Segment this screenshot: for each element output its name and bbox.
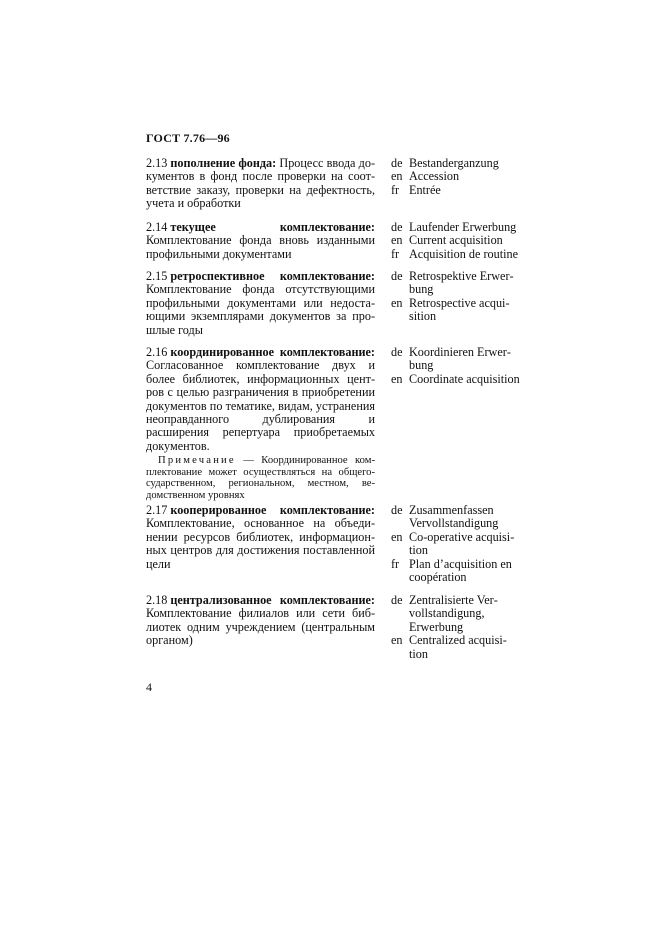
term-text: Комплектование, основанное на объединении ресурсов библиотек, информационных центров для достижения поставленной цели [146, 516, 375, 571]
equivalent-term: Current acquisition [409, 233, 503, 248]
term-name: кооперированное комплектование: [170, 503, 375, 517]
language-code: en [391, 633, 403, 648]
foreign-equivalents [391, 504, 521, 584]
term-text: Согласованное комплектование двух и более библиотек, информационных центров с целью разграничения в приобретении документов по тематике, видам, устранения неоправданного дублирования и расширения репертуара приобретаемых документов. [146, 358, 375, 453]
term-definition [146, 270, 375, 337]
equivalent-term: Retrospective acquisition [409, 295, 510, 324]
note-text: — Координированное комплектование может осуществляться на общегосударственном, региональном, местном, ведомственном уровнях [146, 455, 375, 502]
equivalent-row [391, 594, 521, 634]
term-number: 2.15 [146, 269, 168, 283]
term-definition [146, 594, 375, 648]
language-code: de [391, 593, 403, 607]
equivalent-row [391, 373, 521, 386]
term-text: Комплектование фонда отсутствующими профильными документами или недостающими экземплярами документов за прошлые годы [146, 282, 375, 337]
equivalent-term: Centralized acquisition [409, 633, 507, 661]
term-name: текущее комплектование: [170, 220, 375, 234]
equivalent-row [391, 170, 521, 183]
term-name: ретроспективное комплектование: [170, 269, 375, 283]
language-code: de [391, 503, 403, 517]
page-number: 4 [146, 680, 152, 694]
term-definition [146, 221, 375, 261]
foreign-equivalents [391, 157, 521, 197]
term-number: 2.17 [146, 503, 168, 517]
equivalent-row [391, 234, 521, 247]
language-code: de [391, 345, 403, 359]
document-header: ГОСТ 7.76—96 [146, 131, 230, 145]
term-text: Процесс ввода документов в фонд после проверки на соответствие заказу, проверки на дефектность, учета и обработки [146, 156, 375, 211]
language-code: en [391, 169, 403, 184]
language-code: de [391, 220, 403, 234]
language-code: en [391, 371, 403, 386]
term-definition [146, 504, 375, 571]
equivalent-term: Zusammenfassen Vervollstandigung [409, 503, 499, 531]
term-name: пополнение фонда: [170, 156, 277, 170]
language-code: fr [391, 182, 400, 197]
equivalent-row [391, 504, 521, 531]
equivalent-term: Entrée [409, 182, 441, 197]
equivalent-term: Zentralisierte Vervollstandigung, Erwerbung [409, 593, 498, 634]
term-note [146, 455, 375, 501]
language-code: fr [391, 246, 400, 261]
equivalent-term: Accession [409, 169, 460, 184]
language-code: en [391, 529, 403, 544]
language-code: en [391, 233, 403, 248]
equivalent-row [391, 184, 521, 197]
equivalent-term: Koordinieren Erwerbung [409, 345, 511, 373]
term-number: 2.13 [146, 156, 168, 170]
equivalent-term: Co-operative acquisition [409, 529, 515, 558]
term-name: координированное комплектование: [170, 345, 375, 359]
equivalent-row [391, 248, 521, 261]
equivalent-term: Laufender Erwerbung [409, 220, 517, 234]
equivalent-row [391, 558, 521, 585]
equivalent-row [391, 270, 521, 297]
equivalent-term: Plan d’acquisition en coopération [409, 556, 512, 585]
term-number: 2.16 [146, 345, 168, 359]
equivalent-row [391, 634, 521, 661]
language-code: en [391, 295, 403, 310]
foreign-equivalents [391, 594, 521, 661]
foreign-equivalents [391, 221, 521, 261]
equivalent-term: Bestanderganzung [409, 156, 499, 170]
term-definition [146, 346, 375, 502]
term-number: 2.18 [146, 593, 168, 607]
equivalent-row [391, 531, 521, 558]
term-text: Комплектование фонда вновь изданными профильными документами [146, 233, 375, 261]
equivalent-row [391, 297, 521, 324]
note-label: Примечание [158, 455, 236, 467]
equivalent-term: Retrospektive Erwerbung [409, 269, 514, 297]
language-code: fr [391, 556, 400, 571]
term-name: централизованное комплектование: [170, 593, 375, 607]
term-number: 2.14 [146, 220, 168, 234]
term-definition [146, 157, 375, 211]
language-code: de [391, 269, 403, 283]
equivalent-row [391, 157, 521, 170]
foreign-equivalents [391, 346, 521, 386]
equivalent-term: Coordinate acquisition [409, 371, 520, 386]
equivalent-row [391, 346, 521, 373]
language-code: de [391, 156, 403, 170]
term-text: Комплектование филиалов или сети библиотек одним учреждением (центральным органом) [146, 606, 375, 648]
equivalent-term: Acquisition de routine [409, 246, 518, 261]
equivalent-row [391, 221, 521, 234]
foreign-equivalents [391, 270, 521, 324]
